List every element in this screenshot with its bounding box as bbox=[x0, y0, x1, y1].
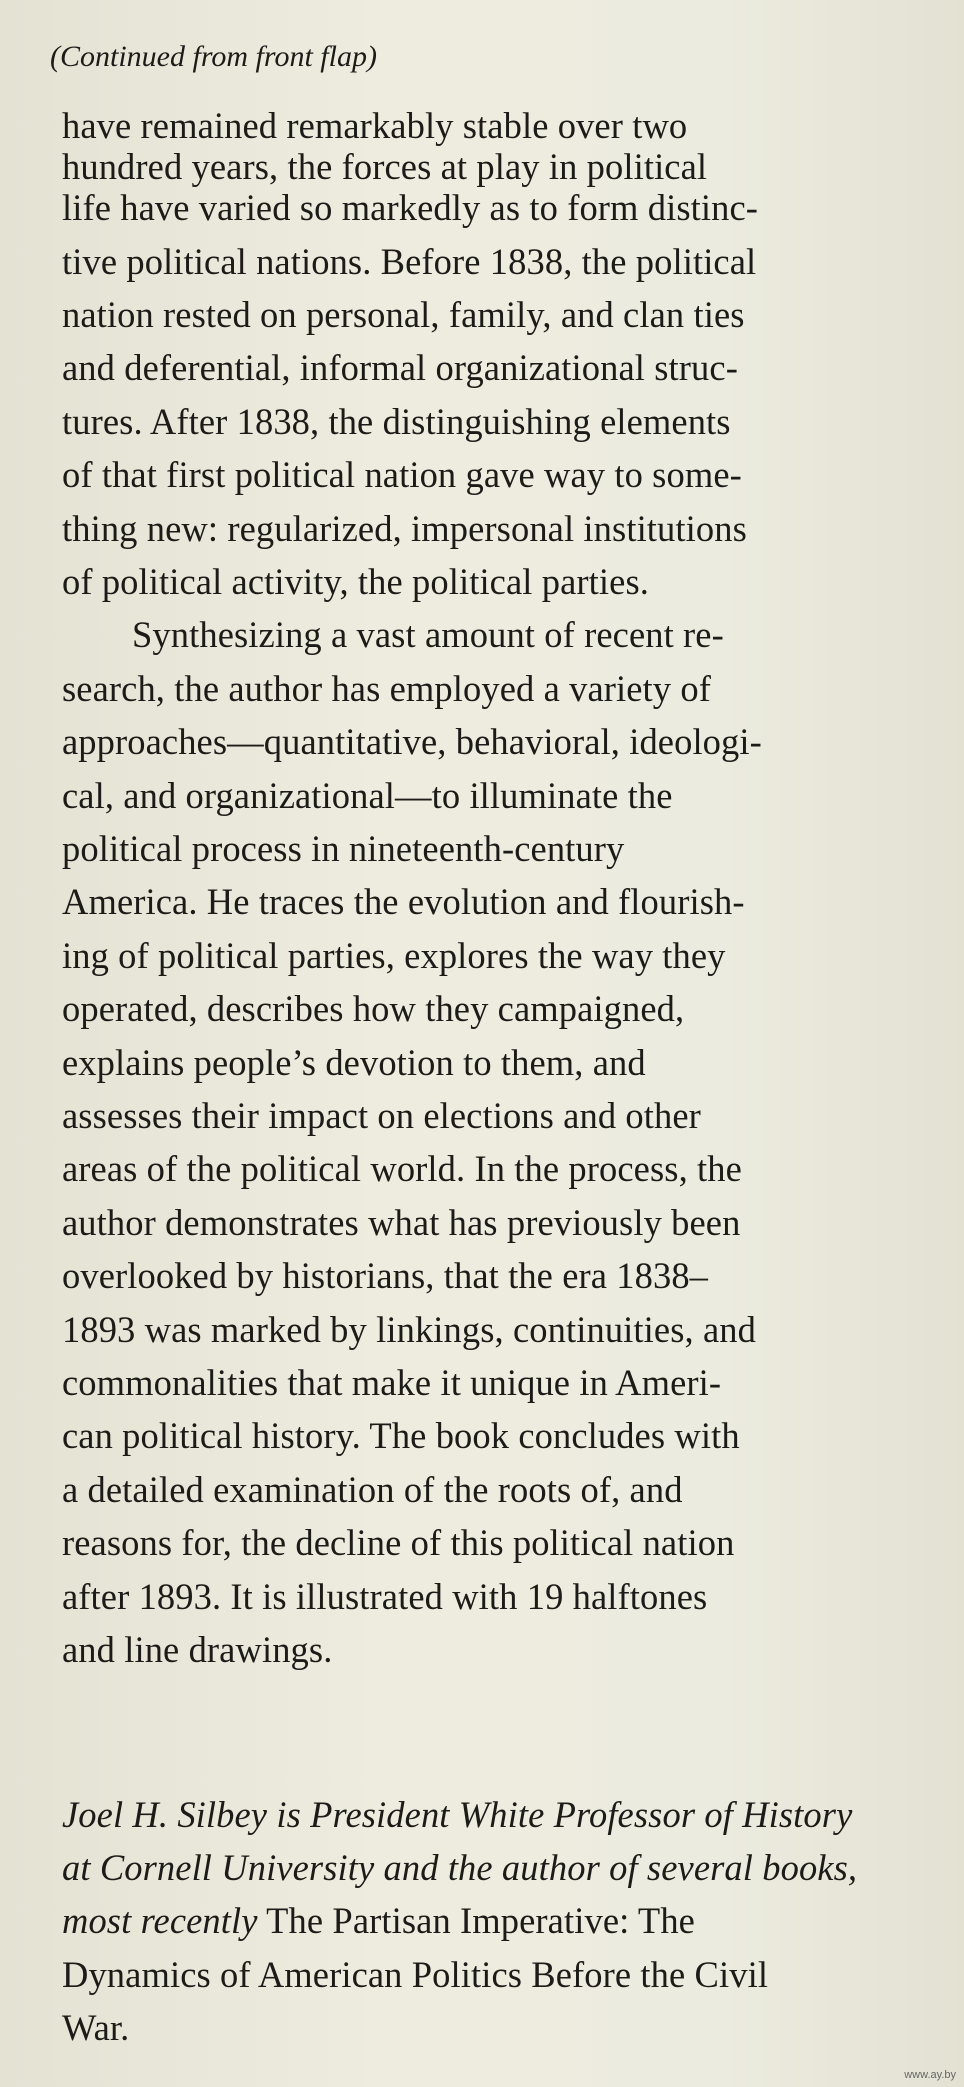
text-line: explains people’s devotion to them, and bbox=[62, 1042, 646, 1083]
text-line: and line drawings. bbox=[62, 1629, 333, 1670]
text-line: tive political nations. Before 1838, the political bbox=[62, 241, 757, 282]
text-line: life have varied so markedly as to form distinc- bbox=[62, 187, 759, 228]
paragraph-first-line: Synthesizing a vast amount of recent re- bbox=[132, 614, 724, 655]
text-line: overlooked by historians, that the era 1838– bbox=[62, 1255, 709, 1296]
author-bio-line: War. bbox=[62, 2007, 130, 2048]
flap-continuation-note: (Continued from front flap) bbox=[50, 40, 377, 73]
text-line: nation rested on personal, family, and clan ties bbox=[62, 294, 745, 335]
text-line: cal, and organizational—to illuminate the bbox=[62, 775, 673, 816]
text-line: hundred years, the forces at play in political bbox=[62, 146, 708, 187]
text-line: can political history. The book concludes with bbox=[62, 1415, 740, 1456]
text-line: assesses their impact on elections and other bbox=[62, 1095, 701, 1136]
text-line: tures. After 1838, the distinguishing elements bbox=[62, 401, 731, 442]
text-line: have remained remarkably stable over two bbox=[62, 105, 688, 146]
author-bio-line: at Cornell University and the author of several books, bbox=[62, 1847, 858, 1888]
text-line: approaches—quantitative, behavioral, ideologi- bbox=[62, 721, 762, 762]
site-watermark: www.ay.by bbox=[904, 2069, 956, 2081]
author-bio-line: Dynamics of American Politics Before the Civil bbox=[62, 1954, 769, 1995]
text-line: reasons for, the decline of this political nation bbox=[62, 1522, 735, 1563]
book-title-run: The Partisan Imperative: The bbox=[257, 1900, 695, 1941]
text-line: a detailed examination of the roots of, and bbox=[62, 1469, 683, 1510]
text-line: search, the author has employed a variety of bbox=[62, 668, 711, 709]
text-line: operated, describes how they campaigned, bbox=[62, 988, 685, 1029]
text-line: of political activity, the political parties. bbox=[62, 561, 649, 602]
text-line: after 1893. It is illustrated with 19 halftones bbox=[62, 1576, 708, 1617]
author-bio-line bbox=[62, 1899, 695, 1943]
text-line: political process in nineteenth-century bbox=[62, 828, 625, 869]
author-bio-line: Joel H. Silbey is President White Professor of History bbox=[62, 1794, 853, 1835]
text-line: areas of the political world. In the process, the bbox=[62, 1148, 742, 1189]
text-line: author demonstrates what has previously been bbox=[62, 1202, 741, 1243]
text-line: ing of political parties, explores the way they bbox=[62, 935, 726, 976]
text-line: commonalities that make it unique in Ameri- bbox=[62, 1362, 722, 1403]
text-line: and deferential, informal organizational struc- bbox=[62, 347, 738, 388]
text-line: of that first political nation gave way to some- bbox=[62, 454, 742, 495]
author-bio-italic-run: most recently bbox=[62, 1900, 258, 1941]
text-line: 1893 was marked by linkings, continuities, and bbox=[62, 1309, 756, 1350]
text-line: thing new: regularized, impersonal institutions bbox=[62, 508, 747, 549]
text-line: America. He traces the evolution and flourish- bbox=[62, 881, 745, 922]
